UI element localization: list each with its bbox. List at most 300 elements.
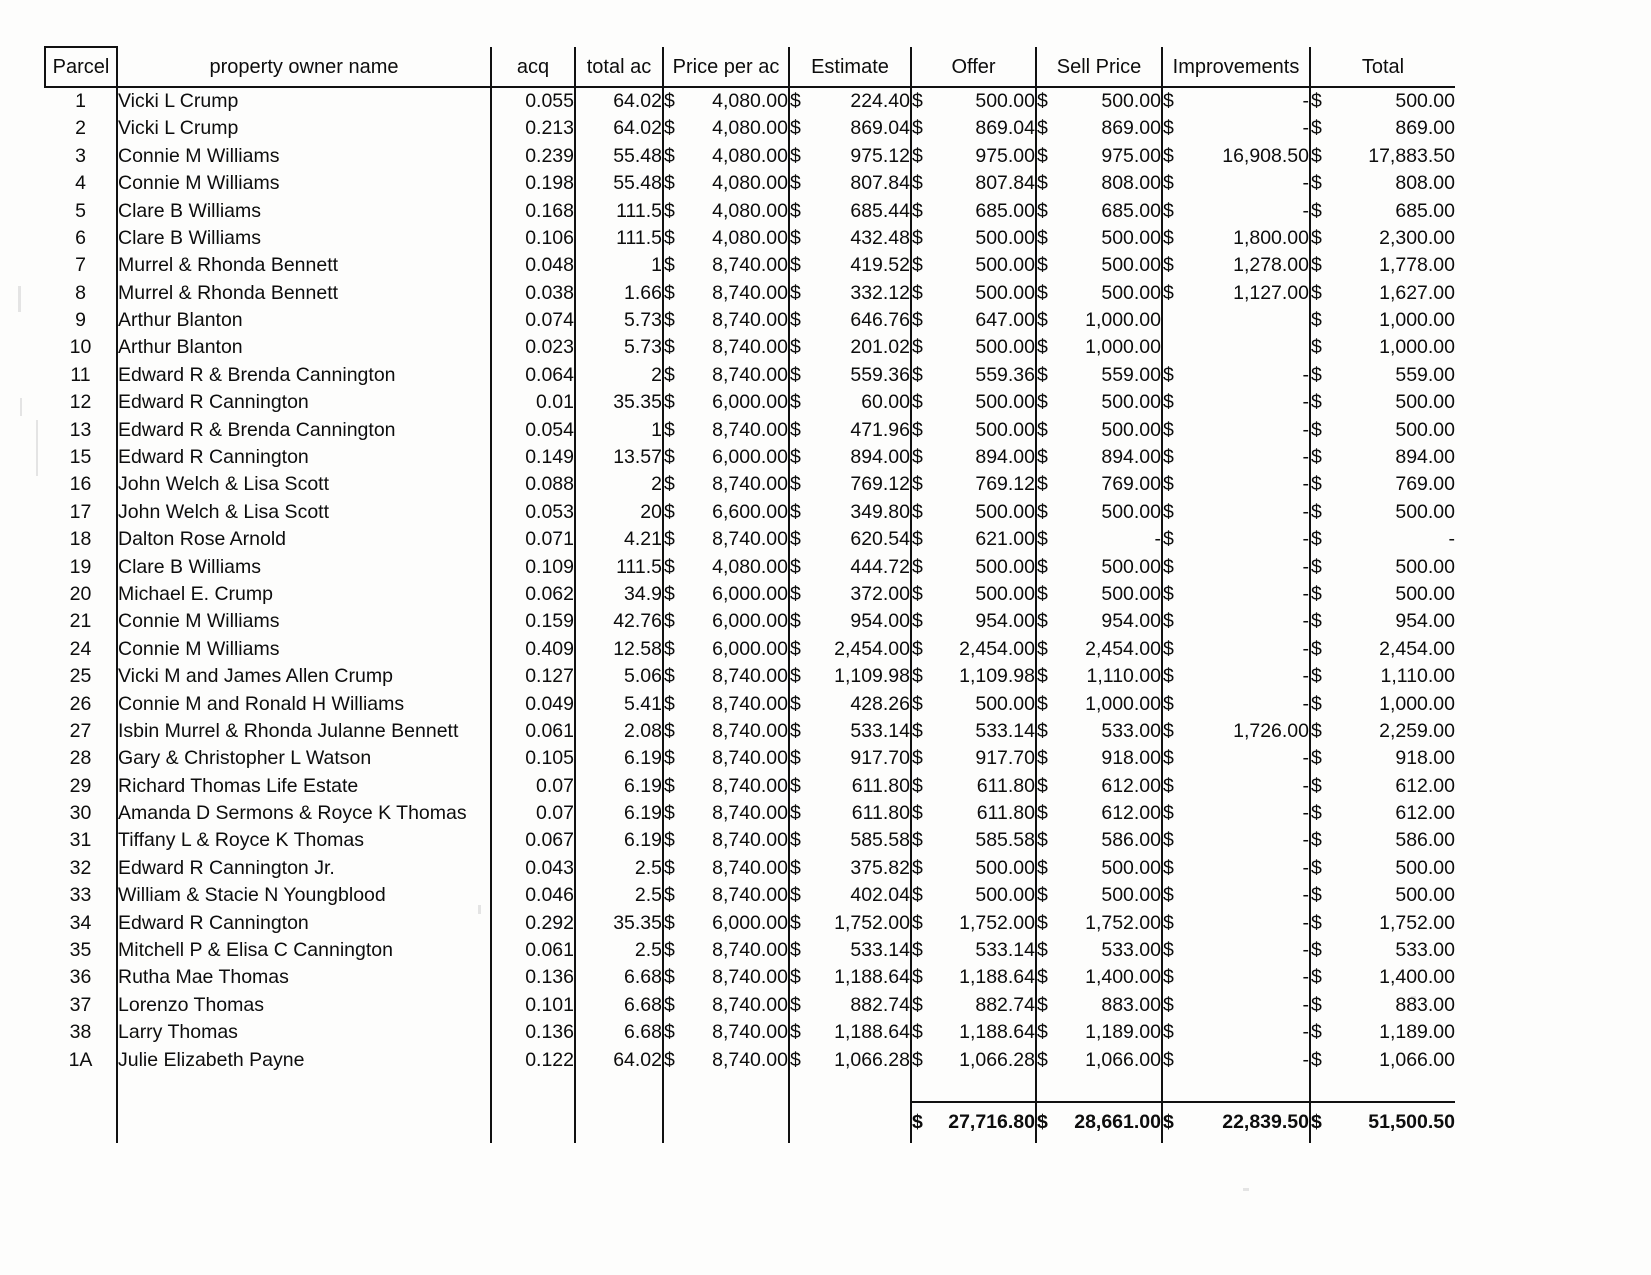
cell-offer — [911, 526, 1036, 553]
cell-estimate-value: 375.82 — [850, 856, 910, 879]
currency-symbol: $ — [664, 610, 675, 633]
currency-symbol: $ — [912, 1111, 923, 1134]
cell-acq: 0.105 — [491, 745, 575, 772]
cell-sell-price — [1036, 143, 1162, 170]
currency-symbol: $ — [1163, 939, 1174, 962]
cell-total-ac: 2 — [575, 471, 663, 498]
currency-symbol: $ — [912, 1048, 923, 1071]
cell-price-per-ac — [663, 745, 789, 772]
cell-sell-price — [1036, 965, 1162, 992]
cell-parcel: 24 — [69, 637, 92, 660]
cell-improvements-value: - — [1302, 528, 1309, 551]
currency-symbol: $ — [1311, 336, 1322, 359]
cell-improvements — [1162, 773, 1310, 800]
table-row — [45, 992, 1455, 1019]
cell-improvements-value: - — [1302, 856, 1309, 879]
cell-total — [1310, 937, 1455, 964]
currency-symbol: $ — [664, 528, 675, 551]
cell-parcel: 10 — [69, 336, 92, 359]
cell-offer — [911, 307, 1036, 334]
cell-offer — [911, 252, 1036, 279]
cell-total-value: 2,454.00 — [1379, 637, 1455, 660]
currency-symbol: $ — [664, 226, 675, 249]
cell-estimate-value: 2,454.00 — [834, 637, 910, 660]
cell-sell-price — [1036, 882, 1162, 909]
cell-total-value: 769.00 — [1395, 473, 1455, 496]
cell-parcel: 27 — [69, 719, 92, 742]
cell-price-per-ac — [663, 225, 789, 252]
cell-offer — [911, 581, 1036, 608]
cell-improvements-value: - — [1302, 199, 1309, 222]
cell-total-ac: 5.06 — [575, 663, 663, 690]
currency-symbol: $ — [790, 117, 801, 140]
cell-owner-name: Connie M Williams — [117, 143, 491, 170]
cell-estimate — [789, 691, 911, 718]
cell-estimate — [789, 1047, 911, 1074]
cell-estimate — [789, 581, 911, 608]
cell-total-ac: 64.02 — [575, 1047, 663, 1074]
cell-estimate-value: 975.12 — [850, 144, 910, 167]
cell-owner-name: Clare B Williams — [117, 554, 491, 581]
table-row — [45, 362, 1455, 389]
cell-improvements-value: - — [1302, 446, 1309, 469]
cell-acq: 0.074 — [491, 307, 575, 334]
cell-owner-name: Edward R Cannington Jr. — [117, 855, 491, 882]
totals-blank-cell — [575, 1102, 663, 1143]
currency-symbol: $ — [1311, 719, 1322, 742]
cell-total — [1310, 417, 1455, 444]
cell-estimate — [789, 335, 911, 362]
currency-symbol: $ — [790, 500, 801, 523]
cell-estimate — [789, 855, 911, 882]
currency-symbol: $ — [1163, 610, 1174, 633]
cell-offer-value: 685.00 — [975, 199, 1035, 222]
cell-sell-price-value: 869.00 — [1101, 117, 1161, 140]
cell-offer-value: 869.04 — [975, 117, 1035, 140]
currency-symbol: $ — [1037, 610, 1048, 633]
cell-offer — [911, 335, 1036, 362]
cell-total-ac: 6.19 — [575, 828, 663, 855]
cell-total-ac: 55.48 — [575, 143, 663, 170]
cell-improvements — [1162, 252, 1310, 279]
cell-estimate — [789, 828, 911, 855]
cell-total — [1310, 335, 1455, 362]
column-header-total-ac: total ac — [575, 47, 663, 87]
currency-symbol: $ — [1037, 774, 1048, 797]
table-row — [45, 882, 1455, 909]
cell-total — [1310, 143, 1455, 170]
cell-acq: 0.409 — [491, 636, 575, 663]
cell-offer-value: 1,188.64 — [959, 966, 1035, 989]
currency-symbol: $ — [664, 637, 675, 660]
currency-symbol: $ — [1163, 391, 1174, 414]
cell-parcel: 8 — [75, 281, 86, 304]
cell-sell-price-value: 500.00 — [1101, 281, 1161, 304]
cell-acq: 0.149 — [491, 444, 575, 471]
cell-total — [1310, 718, 1455, 745]
cell-sell-price — [1036, 170, 1162, 197]
cell-improvements-value: 1,278.00 — [1233, 254, 1309, 277]
table-row — [45, 581, 1455, 608]
cell-acq: 0.213 — [491, 115, 575, 142]
cell-offer — [911, 225, 1036, 252]
cell-improvements — [1162, 937, 1310, 964]
cell-total-ac: 1 — [575, 252, 663, 279]
cell-estimate-value: 533.14 — [850, 719, 910, 742]
cell-total-value: 1,066.00 — [1379, 1048, 1455, 1071]
cell-estimate — [789, 499, 911, 526]
cell-acq: 0.07 — [491, 773, 575, 800]
cell-owner-name: Clare B Williams — [117, 225, 491, 252]
cell-parcel: 12 — [69, 391, 92, 414]
table-row — [45, 937, 1455, 964]
currency-symbol: $ — [1163, 473, 1174, 496]
currency-symbol: $ — [1311, 144, 1322, 167]
cell-total-value: 500.00 — [1395, 391, 1455, 414]
cell-estimate-value: 1,752.00 — [834, 911, 910, 934]
cell-improvements — [1162, 143, 1310, 170]
cell-price-per-ac — [663, 663, 789, 690]
cell-sell-price-value: 918.00 — [1101, 747, 1161, 770]
cell-acq: 0.054 — [491, 417, 575, 444]
cell-acq: 0.053 — [491, 499, 575, 526]
cell-offer-value: 500.00 — [975, 89, 1035, 112]
cell-total-ac: 42.76 — [575, 608, 663, 635]
table-row — [45, 280, 1455, 307]
cell-owner-name: William & Stacie N Youngblood — [117, 882, 491, 909]
currency-symbol: $ — [664, 254, 675, 277]
cell-sell-price — [1036, 636, 1162, 663]
cell-estimate-value: 428.26 — [850, 692, 910, 715]
cell-total-value: 1,000.00 — [1379, 336, 1455, 359]
cell-improvements — [1162, 581, 1310, 608]
cell-total-value: 17,883.50 — [1368, 144, 1455, 167]
cell-parcel: 33 — [69, 884, 92, 907]
currency-symbol: $ — [912, 172, 923, 195]
cell-improvements-value: - — [1302, 829, 1309, 852]
currency-symbol: $ — [1311, 829, 1322, 852]
cell-sell-price-value: 500.00 — [1101, 582, 1161, 605]
cell-price-per-ac — [663, 444, 789, 471]
cell-price-per-ac-value: 8,740.00 — [712, 692, 788, 715]
cell-price-per-ac-value: 8,740.00 — [712, 993, 788, 1016]
cell-improvements-value: - — [1302, 500, 1309, 523]
cell-sell-price — [1036, 691, 1162, 718]
cell-improvements-value: 1,726.00 — [1233, 719, 1309, 742]
cell-offer — [911, 965, 1036, 992]
currency-symbol: $ — [912, 500, 923, 523]
cell-parcel: 1 — [75, 89, 86, 112]
cell-price-per-ac — [663, 471, 789, 498]
cell-price-per-ac — [663, 965, 789, 992]
currency-symbol: $ — [664, 418, 675, 441]
cell-improvements-value: - — [1302, 747, 1309, 770]
spacer-cell — [1310, 1074, 1455, 1102]
cell-total — [1310, 855, 1455, 882]
cell-improvements-value: - — [1302, 117, 1309, 140]
currency-symbol: $ — [790, 1048, 801, 1071]
cell-price-per-ac-value: 8,740.00 — [712, 1021, 788, 1044]
cell-estimate-value: 402.04 — [850, 884, 910, 907]
cell-total-value: 1,189.00 — [1379, 1021, 1455, 1044]
currency-symbol: $ — [1311, 309, 1322, 332]
currency-symbol: $ — [1037, 336, 1048, 359]
currency-symbol: $ — [1311, 172, 1322, 195]
cell-total-value: - — [1448, 528, 1455, 551]
cell-offer — [911, 554, 1036, 581]
cell-improvements — [1162, 198, 1310, 225]
cell-sell-price-value: 612.00 — [1101, 774, 1161, 797]
cell-offer-value: 533.14 — [975, 939, 1035, 962]
currency-symbol: $ — [1037, 1111, 1048, 1134]
currency-symbol: $ — [790, 226, 801, 249]
cell-total — [1310, 773, 1455, 800]
currency-symbol: $ — [790, 802, 801, 825]
cell-improvements — [1162, 87, 1310, 115]
cell-parcel: 16 — [69, 473, 92, 496]
cell-offer-value: 882.74 — [975, 993, 1035, 1016]
table-row — [45, 198, 1455, 225]
cell-improvements — [1162, 745, 1310, 772]
cell-total-value: 1,400.00 — [1379, 966, 1455, 989]
cell-acq: 0.046 — [491, 882, 575, 909]
cell-improvements — [1162, 499, 1310, 526]
table-row — [45, 526, 1455, 553]
table-row — [45, 965, 1455, 992]
cell-estimate-value: 611.80 — [851, 802, 910, 825]
cell-improvements — [1162, 335, 1310, 362]
cell-offer — [911, 444, 1036, 471]
currency-symbol: $ — [1163, 747, 1174, 770]
cell-acq: 0.07 — [491, 800, 575, 827]
currency-symbol: $ — [1311, 637, 1322, 660]
cell-sell-price-value: 586.00 — [1101, 829, 1161, 852]
cell-price-per-ac — [663, 910, 789, 937]
cell-parcel: 3 — [75, 144, 86, 167]
currency-symbol: $ — [1163, 774, 1174, 797]
currency-symbol: $ — [664, 939, 675, 962]
cell-offer-value: 894.00 — [975, 446, 1035, 469]
cell-sell-price — [1036, 608, 1162, 635]
cell-improvements — [1162, 636, 1310, 663]
cell-estimate-value: 1,188.64 — [834, 1021, 910, 1044]
table-row — [45, 663, 1455, 690]
cell-price-per-ac-value: 8,740.00 — [712, 719, 788, 742]
cell-estimate-value: 620.54 — [850, 528, 910, 551]
cell-price-per-ac-value: 8,740.00 — [712, 829, 788, 852]
currency-symbol: $ — [1311, 966, 1322, 989]
cell-estimate — [789, 718, 911, 745]
currency-symbol: $ — [790, 144, 801, 167]
cell-offer-value: 500.00 — [975, 856, 1035, 879]
currency-symbol: $ — [1037, 500, 1048, 523]
cell-sell-price-value: 500.00 — [1101, 418, 1161, 441]
cell-acq: 0.127 — [491, 663, 575, 690]
cell-owner-name: Edward R Cannington — [117, 444, 491, 471]
cell-total-value: 612.00 — [1395, 774, 1455, 797]
cell-offer-value: 500.00 — [975, 336, 1035, 359]
cell-sell-price — [1036, 252, 1162, 279]
cell-offer — [911, 499, 1036, 526]
cell-price-per-ac-value: 4,080.00 — [712, 89, 788, 112]
cell-improvements — [1162, 1019, 1310, 1046]
cell-estimate-value: 224.40 — [850, 89, 910, 112]
cell-total — [1310, 691, 1455, 718]
cell-estimate — [789, 910, 911, 937]
currency-symbol: $ — [1163, 829, 1174, 852]
currency-symbol: $ — [912, 528, 923, 551]
currency-symbol: $ — [790, 418, 801, 441]
cell-improvements — [1162, 992, 1310, 1019]
cell-total-ac: 2.5 — [575, 882, 663, 909]
currency-symbol: $ — [1037, 966, 1048, 989]
cell-owner-name: Vicki L Crump — [117, 87, 491, 115]
cell-sell-price-value: 559.00 — [1101, 363, 1161, 386]
cell-improvements — [1162, 526, 1310, 553]
currency-symbol: $ — [664, 802, 675, 825]
currency-symbol: $ — [790, 747, 801, 770]
cell-offer — [911, 718, 1036, 745]
cell-price-per-ac-value: 4,080.00 — [712, 555, 788, 578]
cell-estimate — [789, 937, 911, 964]
cell-improvements-value: 1,127.00 — [1233, 281, 1309, 304]
cell-total-ac: 2.08 — [575, 718, 663, 745]
currency-symbol: $ — [664, 856, 675, 879]
cell-improvements-value: - — [1302, 966, 1309, 989]
currency-symbol: $ — [912, 281, 923, 304]
currency-symbol: $ — [664, 1021, 675, 1044]
cell-improvements-value: - — [1302, 1048, 1309, 1071]
cell-offer — [911, 170, 1036, 197]
cell-improvements-value: - — [1302, 939, 1309, 962]
spacer-cell — [117, 1074, 491, 1102]
currency-symbol: $ — [1311, 555, 1322, 578]
cell-offer-value: 807.84 — [975, 172, 1035, 195]
cell-offer — [911, 910, 1036, 937]
cell-parcel: 17 — [69, 500, 92, 523]
currency-symbol: $ — [1037, 391, 1048, 414]
totals-sell-price — [1036, 1102, 1162, 1143]
cell-total — [1310, 280, 1455, 307]
cell-offer-value: 2,454.00 — [959, 637, 1035, 660]
currency-symbol: $ — [1037, 719, 1048, 742]
spacer-cell — [789, 1074, 911, 1102]
cell-parcel: 6 — [75, 226, 86, 249]
cell-total-value: 559.00 — [1395, 363, 1455, 386]
cell-sell-price-value: 808.00 — [1101, 172, 1161, 195]
cell-offer — [911, 389, 1036, 416]
cell-offer-value: 1,752.00 — [959, 911, 1035, 934]
currency-symbol: $ — [790, 966, 801, 989]
currency-symbol: $ — [1311, 199, 1322, 222]
cell-sell-price-value: 1,400.00 — [1085, 966, 1161, 989]
cell-sell-price — [1036, 335, 1162, 362]
cell-acq: 0.038 — [491, 280, 575, 307]
table-row — [45, 691, 1455, 718]
currency-symbol: $ — [1037, 665, 1048, 688]
currency-symbol: $ — [912, 719, 923, 742]
currency-symbol: $ — [1163, 665, 1174, 688]
currency-symbol: $ — [1163, 117, 1174, 140]
cell-total-ac: 64.02 — [575, 115, 663, 142]
currency-symbol: $ — [1311, 500, 1322, 523]
cell-improvements-value: - — [1302, 610, 1309, 633]
cell-estimate — [789, 417, 911, 444]
cell-total — [1310, 198, 1455, 225]
cell-sell-price-value: - — [1154, 528, 1161, 551]
cell-price-per-ac-value: 6,600.00 — [712, 500, 788, 523]
cell-sell-price-value: 500.00 — [1101, 555, 1161, 578]
cell-estimate-value: 646.76 — [850, 309, 910, 332]
cell-price-per-ac — [663, 855, 789, 882]
cell-parcel: 38 — [69, 1021, 92, 1044]
table-row — [45, 745, 1455, 772]
cell-owner-name: Arthur Blanton — [117, 307, 491, 334]
cell-offer — [911, 1019, 1036, 1046]
cell-total-value: 2,259.00 — [1379, 719, 1455, 742]
currency-symbol: $ — [664, 747, 675, 770]
cell-price-per-ac — [663, 882, 789, 909]
currency-symbol: $ — [664, 117, 675, 140]
currency-symbol: $ — [1163, 692, 1174, 715]
cell-total-ac: 5.73 — [575, 335, 663, 362]
cell-offer-value: 917.70 — [975, 747, 1035, 770]
cell-sell-price-value: 500.00 — [1101, 89, 1161, 112]
currency-symbol: $ — [1163, 144, 1174, 167]
cell-total — [1310, 882, 1455, 909]
cell-improvements — [1162, 307, 1310, 334]
currency-symbol: $ — [1163, 637, 1174, 660]
column-header-price-per-ac: Price per ac — [663, 47, 789, 87]
currency-symbol: $ — [1037, 418, 1048, 441]
parcel-acquisition-table — [44, 46, 1455, 1143]
column-header-sell-price: Sell Price — [1036, 47, 1162, 87]
currency-symbol: $ — [790, 829, 801, 852]
currency-symbol: $ — [912, 336, 923, 359]
currency-symbol: $ — [664, 172, 675, 195]
cell-total-value: 586.00 — [1395, 829, 1455, 852]
cell-improvements — [1162, 965, 1310, 992]
table-row — [45, 170, 1455, 197]
cell-total-value: 1,627.00 — [1379, 281, 1455, 304]
column-header-improvements: Improvements — [1162, 47, 1310, 87]
cell-total — [1310, 828, 1455, 855]
currency-symbol: $ — [1311, 582, 1322, 605]
cell-sell-price-value: 533.00 — [1101, 939, 1161, 962]
totals-improvements — [1162, 1102, 1310, 1143]
cell-parcel: 4 — [75, 172, 86, 195]
cell-improvements — [1162, 444, 1310, 471]
cell-total — [1310, 307, 1455, 334]
cell-improvements-value: - — [1302, 911, 1309, 934]
currency-symbol: $ — [664, 692, 675, 715]
cell-sell-price — [1036, 307, 1162, 334]
cell-offer-value: 611.80 — [976, 774, 1035, 797]
cell-acq: 0.048 — [491, 252, 575, 279]
currency-symbol: $ — [790, 665, 801, 688]
cell-parcel: 30 — [69, 802, 92, 825]
currency-symbol: $ — [1311, 89, 1322, 112]
cell-price-per-ac-value: 8,740.00 — [712, 966, 788, 989]
cell-total — [1310, 225, 1455, 252]
currency-symbol: $ — [1037, 747, 1048, 770]
spacer-cell — [491, 1074, 575, 1102]
cell-estimate-value: 685.44 — [850, 199, 910, 222]
cell-estimate — [789, 252, 911, 279]
cell-total — [1310, 1019, 1455, 1046]
currency-symbol: $ — [912, 884, 923, 907]
cell-sell-price-value: 500.00 — [1101, 500, 1161, 523]
